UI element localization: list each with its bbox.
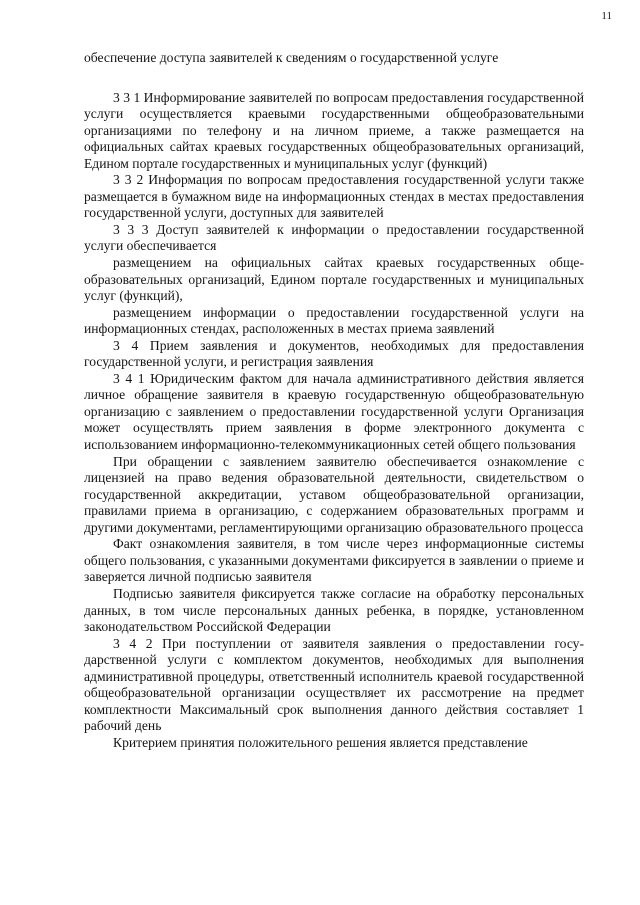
- paragraph-3-3-2: 3 3 2 Информация по вопросам предоставления государственной услуги также размещается в бумажном виде на информационных стендах в местах предоставления государственной услуги, доступных для заявителей: [84, 172, 584, 221]
- paragraph-3-4: 3 4 Прием заявления и документов, необходимых для предоставления государственной услуги, и регистрация заявления: [84, 337, 584, 370]
- document-body: [84, 50, 584, 751]
- paragraph-criterion: Критерием принятия положительного решения является представление: [113, 734, 528, 750]
- paragraph-consent: Подписью заявителя фиксируется также согласие на обработку персональных данных, в том числе персональных данных ребенка, в порядке, установленном законодательством Российской Федерации: [84, 585, 584, 635]
- paragraph-acquaintance: При обращении с заявлением заявителю обеспечивается ознакомление с лицензией на право ведения образовательной деятельности, свидетельством о государственной аккредитации, уставом общеобразовательной организации, правилами приема в организацию, с содержанием образовательных программ и другими документами, регламентирующими организацию образовательного процесса: [84, 453, 584, 535]
- paragraph-3-4-1: 3 4 1 Юридическим фактом для начала административного действия является личное обращение заявителя в краевую государственную общеобразовательную организацию с заявлением о предоставлении государственной услуги Организация может осуществлять прием заявления в форме электронного документа с использованием информационно-телекоммуникационных сетей общего пользования: [84, 370, 584, 453]
- page-number: 11: [601, 10, 612, 22]
- paragraph-acquaintance-fact: Факт ознакомления заявителя, в том числе через информационные системы общего пользования, с указанными документами фиксируется в заявлении о приеме и заверяется личной подписью заявителя: [84, 536, 584, 585]
- paragraph-3-3-3: 3 3 3 Доступ заявителей к информации о предоставлении государственной услуги обеспечивается: [84, 221, 584, 254]
- paragraph-3-4-2: 3 4 2 При поступлении от заявителя заявления о предоставлении государственной услуги с комплектом документов, необходимых для выполнения административной процедуры, ответственный исполнитель краевой государственной общеобразовательной организации осуществляет их рассмотрение на предмет комплектности Максимальный срок выполнения данного действия составляет 1 рабочий день: [84, 635, 584, 734]
- paragraph-intro: обеспечение доступа заявителей к сведениям о государственной услуге: [84, 50, 499, 65]
- paragraph-3-3-1: 3 3 1 Информирование заявителей по вопросам предоставления государственной услуги осуществляется краевыми государственными общеобразовательными организациями по телефону и на личном приеме, а также размещается на официальных сайтах краевых государственных общеобразовательных организаций, Едином портале государственных и муниципальных услуг (функций): [84, 89, 584, 171]
- paragraph-official-sites: размещением на официальных сайтах краевых государственных общеобразовательных организаций, Едином портале государственных и муниципальных услуг (функций),: [84, 255, 584, 304]
- paragraph-info-stands: размещением информации о предоставлении государственной услуги на информационных стендах, расположенных в местах приема заявлений: [84, 304, 584, 337]
